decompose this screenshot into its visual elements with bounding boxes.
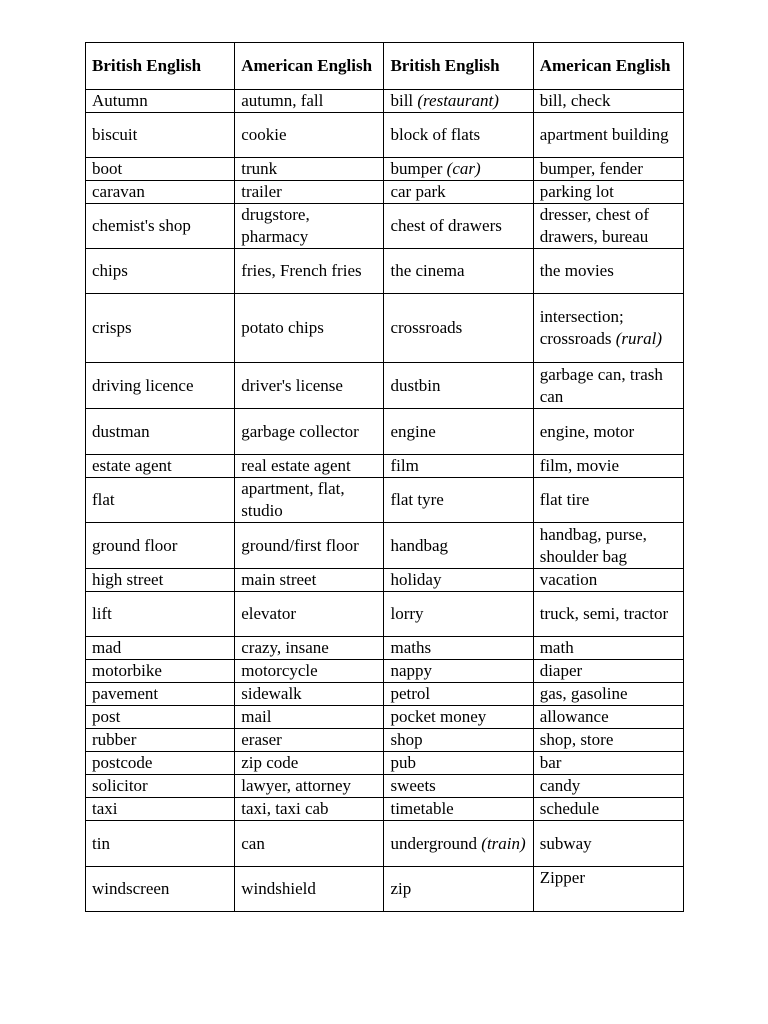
- table-row: [86, 775, 684, 798]
- american-term-cell: [533, 181, 683, 204]
- american-term-cell: [533, 523, 683, 569]
- british-term-cell: [384, 775, 533, 798]
- american-term-cell: [533, 706, 683, 729]
- british-term-cell: [384, 706, 533, 729]
- term-text: zip: [390, 879, 412, 898]
- table-row: [86, 409, 684, 455]
- term-text: schedule: [539, 799, 600, 818]
- term-text: cookie: [241, 125, 287, 144]
- term-text: gas, gasoline: [539, 684, 628, 703]
- term-text: mail: [241, 707, 272, 726]
- term-text: allowance: [539, 707, 609, 726]
- table-row: [86, 113, 684, 158]
- term-text: petrol: [390, 684, 431, 703]
- british-term-cell: [86, 569, 235, 592]
- term-text: handbag: [390, 535, 449, 555]
- term-text: crossroads: [390, 318, 463, 337]
- british-term-cell: [384, 113, 533, 158]
- term-text: main street: [241, 570, 317, 589]
- term-text: high street: [92, 570, 164, 589]
- american-term-cell: [235, 455, 384, 478]
- term-text: Zipper: [539, 868, 586, 887]
- term-text: shop: [390, 730, 423, 749]
- american-term-cell: [533, 478, 683, 523]
- british-term-cell: [86, 867, 235, 912]
- american-term-cell: [235, 660, 384, 683]
- american-term-cell: [533, 775, 683, 798]
- american-term-cell: [533, 798, 683, 821]
- term-text: motorcycle: [241, 661, 318, 680]
- american-term-cell: [235, 113, 384, 158]
- british-term-cell: [384, 455, 533, 478]
- american-term-cell: [235, 867, 384, 912]
- british-term-cell: [384, 249, 533, 294]
- british-term-cell: [86, 181, 235, 204]
- british-term-cell: [384, 569, 533, 592]
- british-term-cell: [86, 660, 235, 683]
- american-term-cell: [235, 158, 384, 181]
- term-text: garbage collector: [241, 421, 359, 441]
- american-term-cell: [235, 90, 384, 113]
- british-term-cell: [384, 158, 533, 181]
- british-term-cell: [86, 821, 235, 867]
- term-text: fries, French fries: [241, 261, 362, 280]
- british-term-cell: [86, 158, 235, 181]
- american-term-cell: [533, 249, 683, 294]
- british-term-cell: [384, 363, 533, 409]
- american-term-cell: [533, 294, 683, 363]
- term-text: post: [92, 707, 121, 726]
- term-text: lift: [92, 604, 112, 623]
- term-text: pavement: [92, 684, 159, 703]
- term-text: underground: [390, 833, 482, 853]
- term-text: pub: [390, 753, 416, 772]
- table-row: [86, 181, 684, 204]
- american-term-cell: [235, 569, 384, 592]
- usage-note: (train): [481, 833, 526, 853]
- term-text: holiday: [390, 570, 442, 589]
- table-row: [86, 363, 684, 409]
- term-text: ground floor: [92, 535, 178, 555]
- term-text: flat: [92, 490, 115, 509]
- term-text: sweets: [390, 776, 436, 795]
- header-british-2: British English: [384, 43, 533, 90]
- term-text: pocket money: [390, 707, 487, 726]
- term-text: chest of drawers: [390, 216, 502, 235]
- usage-note: (car): [446, 159, 481, 178]
- term-text: chemist's shop: [92, 216, 191, 235]
- american-term-cell: [533, 158, 683, 181]
- term-text: film: [390, 456, 419, 475]
- term-text: elevator: [241, 604, 296, 623]
- table-row: [86, 90, 684, 113]
- american-term-cell: [235, 294, 384, 363]
- term-text: windshield: [241, 879, 316, 898]
- usage-note: (restaurant): [417, 91, 499, 110]
- table-row: [86, 660, 684, 683]
- term-text: bumper: [390, 159, 447, 178]
- british-term-cell: [384, 683, 533, 706]
- british-term-cell: [86, 729, 235, 752]
- term-text: engine: [390, 421, 436, 441]
- british-term-cell: [86, 523, 235, 569]
- table-body: [86, 90, 684, 912]
- term-text: driver's license: [241, 375, 343, 395]
- term-text: sidewalk: [241, 684, 302, 703]
- british-term-cell: [86, 798, 235, 821]
- term-text: garbage can, trash can: [539, 364, 663, 406]
- british-term-cell: [86, 249, 235, 294]
- term-text: tin: [92, 833, 110, 853]
- term-text: real estate agent: [241, 456, 351, 475]
- british-term-cell: [86, 455, 235, 478]
- term-text: ground/first floor: [241, 535, 359, 555]
- british-term-cell: [86, 90, 235, 113]
- term-text: bumper, fender: [539, 159, 643, 178]
- term-text: timetable: [390, 799, 454, 818]
- american-term-cell: [533, 204, 683, 249]
- term-text: mad: [92, 638, 122, 657]
- term-text: crisps: [92, 318, 132, 337]
- american-term-cell: [533, 113, 683, 158]
- term-text: estate agent: [92, 456, 172, 475]
- table-row: [86, 798, 684, 821]
- term-text: taxi, taxi cab: [241, 799, 329, 818]
- term-text: taxi: [92, 799, 118, 818]
- term-text: lawyer, attorney: [241, 776, 352, 795]
- term-text: solicitor: [92, 776, 148, 795]
- term-text: handbag, purse, shoulder bag: [539, 524, 647, 566]
- british-term-cell: [384, 204, 533, 249]
- table-row: [86, 821, 684, 867]
- british-term-cell: [86, 294, 235, 363]
- term-text: bill, check: [539, 91, 611, 110]
- british-term-cell: [384, 821, 533, 867]
- header-american-2: American English: [533, 43, 683, 90]
- table-row: [86, 752, 684, 775]
- british-term-cell: [384, 409, 533, 455]
- term-text: windscreen: [92, 879, 170, 898]
- british-term-cell: [86, 409, 235, 455]
- term-text: rubber: [92, 730, 137, 749]
- american-term-cell: [533, 752, 683, 775]
- term-text: nappy: [390, 661, 433, 680]
- british-term-cell: [384, 478, 533, 523]
- american-term-cell: [533, 592, 683, 637]
- term-text: dustbin: [390, 375, 441, 395]
- british-term-cell: [384, 90, 533, 113]
- british-term-cell: [86, 637, 235, 660]
- american-term-cell: [533, 729, 683, 752]
- term-text: bar: [539, 753, 562, 772]
- british-term-cell: [86, 706, 235, 729]
- american-term-cell: [533, 637, 683, 660]
- british-term-cell: [384, 637, 533, 660]
- term-text: apartment, flat, studio: [241, 479, 345, 520]
- british-term-cell: [86, 204, 235, 249]
- term-text: biscuit: [92, 125, 138, 144]
- american-term-cell: [533, 660, 683, 683]
- term-text: apartment building: [539, 125, 669, 144]
- term-text: drugstore, pharmacy: [241, 205, 310, 246]
- british-term-cell: [384, 867, 533, 912]
- british-term-cell: [86, 775, 235, 798]
- american-term-cell: [235, 683, 384, 706]
- table-row: [86, 729, 684, 752]
- british-term-cell: [384, 798, 533, 821]
- american-term-cell: [235, 637, 384, 660]
- american-term-cell: [235, 181, 384, 204]
- table-row: [86, 204, 684, 249]
- british-term-cell: [384, 294, 533, 363]
- term-text: trunk: [241, 159, 278, 178]
- table-row: [86, 706, 684, 729]
- american-term-cell: [533, 821, 683, 867]
- british-term-cell: [384, 660, 533, 683]
- american-term-cell: [235, 523, 384, 569]
- british-term-cell: [384, 523, 533, 569]
- american-term-cell: [533, 569, 683, 592]
- term-text: crazy, insane: [241, 638, 329, 657]
- term-text: candy: [539, 776, 581, 795]
- american-term-cell: [533, 683, 683, 706]
- term-text: maths: [390, 638, 432, 657]
- british-term-cell: [86, 752, 235, 775]
- usage-note: (rural): [615, 329, 662, 348]
- american-term-cell: [235, 752, 384, 775]
- term-text: trailer: [241, 182, 282, 201]
- term-text: film, movie: [539, 456, 620, 475]
- american-term-cell: [235, 249, 384, 294]
- term-text: caravan: [92, 182, 145, 201]
- table-row: [86, 569, 684, 592]
- british-term-cell: [384, 729, 533, 752]
- term-text: car park: [390, 182, 446, 201]
- term-text: lorry: [390, 604, 424, 623]
- american-term-cell: [235, 706, 384, 729]
- term-text: math: [539, 638, 574, 657]
- table-row: [86, 637, 684, 660]
- term-text: driving licence: [92, 375, 194, 395]
- american-term-cell: [533, 409, 683, 455]
- term-text: motorbike: [92, 661, 162, 680]
- term-text: eraser: [241, 730, 282, 749]
- term-text: Autumn: [92, 91, 148, 110]
- term-text: boot: [92, 159, 123, 178]
- british-term-cell: [86, 592, 235, 637]
- table-row: [86, 683, 684, 706]
- term-text: flat tyre: [390, 490, 444, 509]
- american-term-cell: [533, 363, 683, 409]
- term-text: potato chips: [241, 318, 324, 337]
- british-term-cell: [86, 363, 235, 409]
- term-text: postcode: [92, 753, 153, 772]
- term-text: subway: [539, 833, 592, 853]
- british-term-cell: [86, 478, 235, 523]
- term-text: engine, motor: [539, 421, 635, 441]
- term-text: intersection; crossroads: [539, 307, 624, 348]
- term-text: zip code: [241, 753, 299, 772]
- term-text: vacation: [539, 570, 598, 589]
- american-term-cell: [235, 798, 384, 821]
- term-text: dustman: [92, 421, 150, 441]
- term-text: truck, semi, tractor: [539, 604, 669, 623]
- british-term-cell: [384, 181, 533, 204]
- vocabulary-table: [85, 42, 684, 912]
- term-text: flat tire: [539, 490, 590, 509]
- header-american-1: American English: [235, 43, 384, 90]
- american-term-cell: [235, 204, 384, 249]
- american-term-cell: [533, 867, 683, 912]
- american-term-cell: [235, 821, 384, 867]
- table-row: [86, 455, 684, 478]
- american-term-cell: [235, 478, 384, 523]
- british-term-cell: [86, 683, 235, 706]
- british-term-cell: [384, 752, 533, 775]
- table-row: [86, 867, 684, 912]
- table-row: [86, 592, 684, 637]
- term-text: can: [241, 833, 265, 853]
- american-term-cell: [235, 729, 384, 752]
- header-british-1: British English: [86, 43, 235, 90]
- table-row: [86, 523, 684, 569]
- american-term-cell: [235, 363, 384, 409]
- british-term-cell: [384, 592, 533, 637]
- header-row: [86, 43, 684, 90]
- table-row: [86, 158, 684, 181]
- term-text: the cinema: [390, 261, 465, 280]
- table-row: [86, 249, 684, 294]
- american-term-cell: [533, 455, 683, 478]
- term-text: block of flats: [390, 125, 481, 144]
- american-term-cell: [533, 90, 683, 113]
- term-text: shop, store: [539, 730, 614, 749]
- term-text: diaper: [539, 661, 583, 680]
- british-term-cell: [86, 113, 235, 158]
- term-text: dresser, chest of drawers, bureau: [539, 205, 650, 246]
- american-term-cell: [235, 592, 384, 637]
- table-row: [86, 294, 684, 363]
- american-term-cell: [235, 775, 384, 798]
- term-text: chips: [92, 261, 128, 280]
- american-term-cell: [235, 409, 384, 455]
- term-text: autumn, fall: [241, 91, 324, 110]
- term-text: parking lot: [539, 182, 614, 201]
- table-row: [86, 478, 684, 523]
- term-text: bill: [390, 91, 418, 110]
- term-text: the movies: [539, 261, 614, 280]
